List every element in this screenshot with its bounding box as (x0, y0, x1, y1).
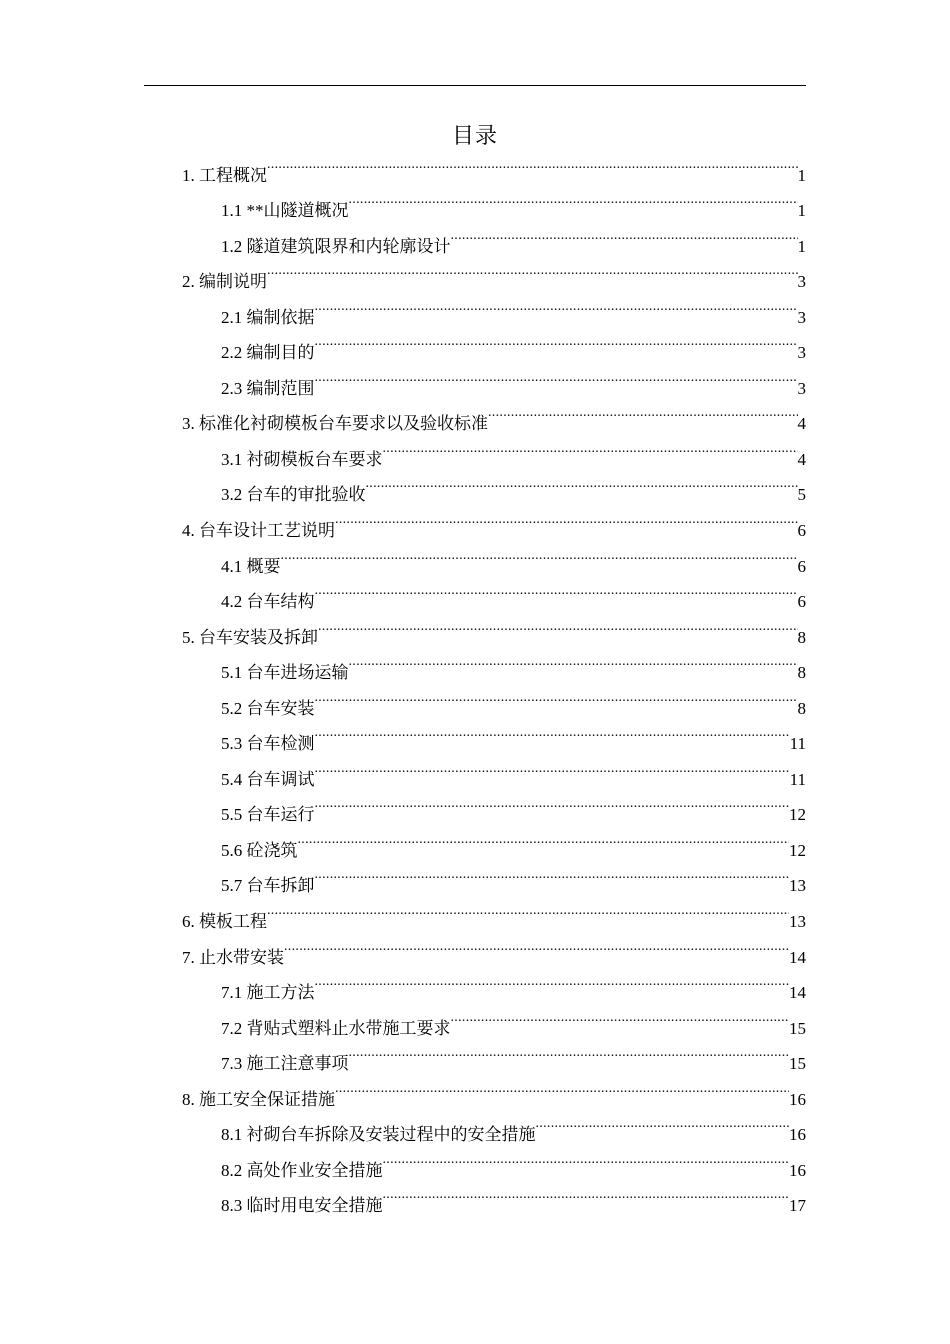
toc-dot-leader (383, 1176, 790, 1212)
toc-entry-title[interactable]: 2.1 编制依据 (221, 307, 315, 327)
toc-dot-leader (349, 643, 798, 679)
toc-page-number: 8 (797, 627, 806, 647)
toc-entry-title[interactable]: 1.2 隧道建筑限界和内轮廓设计 (221, 236, 451, 256)
toc-entry-subsection[interactable] (182, 287, 806, 327)
toc-entry-title[interactable]: 4. 台车设计工艺说明 (182, 521, 335, 541)
toc-page-number: 6 (797, 556, 806, 576)
toc-entry-title[interactable]: 8.1 衬砌台车拆除及安装过程中的安全措施 (221, 1125, 536, 1145)
toc-page-number: 8 (797, 663, 806, 683)
toc-dot-leader (349, 1034, 790, 1070)
toc-entry-title[interactable]: 5.5 台车运行 (221, 805, 315, 825)
toc-entry-section[interactable] (182, 927, 806, 967)
toc-page-number: 4 (797, 414, 806, 434)
toc-dot-leader (536, 1105, 790, 1141)
toc-dot-leader (335, 500, 798, 536)
toc-entry-title[interactable]: 7.2 背贴式塑料止水带施工要求 (221, 1018, 451, 1038)
toc-page-number: 17 (789, 1196, 806, 1216)
toc-page-number: 13 (789, 912, 806, 932)
toc-page-number: 6 (797, 521, 806, 541)
toc-entry-title[interactable]: 1.1 **山隧道概况 (221, 201, 349, 221)
toc-entry-title[interactable]: 5.3 台车检测 (221, 734, 315, 754)
toc-entry-section[interactable] (182, 891, 806, 932)
toc-dot-leader (298, 820, 790, 856)
toc-dot-leader (451, 998, 790, 1034)
toc-dot-leader (318, 607, 798, 643)
toc-entry-title[interactable]: 3. 标准化衬砌模板台车要求以及验收标准 (182, 414, 488, 434)
toc-dot-leader (335, 1069, 789, 1105)
toc-dot-leader (349, 181, 798, 217)
toc-entry-title[interactable]: 5.4 台车调试 (221, 769, 315, 789)
toc-entry-title[interactable]: 7.3 施工注意事项 (221, 1054, 349, 1074)
toc-page-number: 3 (797, 272, 806, 292)
toc-page-number: 3 (797, 343, 806, 363)
toc-page-number: 11 (789, 769, 806, 789)
toc-page-number: 16 (789, 1160, 806, 1180)
toc-page-number: 11 (789, 734, 806, 754)
toc-dot-leader (315, 358, 798, 394)
toc-dot-leader (267, 891, 789, 927)
toc-page-number: 16 (789, 1125, 806, 1145)
toc-page-number: 16 (789, 1089, 806, 1109)
toc-entry-title[interactable]: 8. 施工安全保证措施 (182, 1089, 335, 1109)
toc-title: 目录 (451, 123, 498, 148)
toc-dot-leader (315, 678, 798, 714)
toc-page-number: 5 (797, 485, 806, 505)
toc-page-number: 15 (789, 1054, 806, 1074)
toc-entry-section[interactable] (182, 252, 806, 292)
toc-dot-leader (315, 785, 790, 821)
toc-entry-title[interactable]: 5. 台车安装及拆卸 (182, 627, 318, 647)
toc-page-number: 14 (789, 983, 806, 1003)
toc-dot-leader (383, 429, 798, 465)
toc-dot-leader (451, 216, 798, 252)
toc-dot-leader (383, 1140, 790, 1176)
toc-dot-leader (366, 465, 798, 501)
toc-page-number: 3 (797, 307, 806, 327)
toc-page-number: 1 (797, 201, 806, 221)
toc-dot-leader (284, 927, 789, 963)
toc-entry-title[interactable]: 5.2 台车安装 (221, 698, 315, 718)
toc-entry-title[interactable]: 6. 模板工程 (182, 912, 267, 932)
toc-entry-section[interactable] (182, 145, 806, 185)
toc-page-number: 4 (797, 449, 806, 469)
toc-page-number: 1 (797, 236, 806, 256)
toc-page-number: 12 (789, 805, 806, 825)
toc-entry-title[interactable]: 4.2 台车结构 (221, 592, 315, 612)
toc-page-number: 12 (789, 840, 806, 860)
toc-dot-leader (315, 287, 798, 323)
toc-entry-title[interactable]: 4.1 概要 (221, 556, 281, 576)
toc-entry-title[interactable]: 3.2 台车的审批验收 (221, 485, 366, 505)
toc-entry-subsection[interactable] (182, 181, 806, 221)
toc-entry-title[interactable]: 1. 工程概况 (182, 165, 267, 185)
toc-entry-title[interactable]: 2. 编制说明 (182, 272, 267, 292)
toc-dot-leader (315, 963, 790, 999)
toc-entry-title[interactable]: 8.2 高处作业安全措施 (221, 1160, 383, 1180)
toc-dot-leader (281, 536, 798, 572)
header-rule (144, 85, 806, 86)
toc-entry-title[interactable]: 2.3 编制范围 (221, 378, 315, 398)
toc-dot-leader (315, 323, 798, 359)
toc-page-number: 3 (797, 378, 806, 398)
toc-dot-leader (267, 145, 798, 181)
toc-entry-title[interactable]: 8.3 临时用电安全措施 (221, 1196, 383, 1216)
toc-entry-title[interactable]: 7. 止水带安装 (182, 947, 284, 967)
toc-dot-leader (315, 749, 790, 785)
toc-page-number: 13 (789, 876, 806, 896)
toc-page-number: 8 (797, 698, 806, 718)
toc-entry-title[interactable]: 5.6 砼浇筑 (221, 840, 298, 860)
toc-page-number: 6 (797, 592, 806, 612)
table-of-contents (182, 145, 806, 1216)
toc-entry-title[interactable]: 2.2 编制目的 (221, 343, 315, 363)
toc-dot-leader (315, 714, 790, 750)
toc-entry-title[interactable]: 3.1 衬砌模板台车要求 (221, 449, 383, 469)
toc-page-number: 14 (789, 947, 806, 967)
toc-dot-leader (267, 252, 798, 288)
toc-page-number: 1 (797, 165, 806, 185)
toc-dot-leader (315, 572, 798, 608)
toc-entry-title[interactable]: 7.1 施工方法 (221, 983, 315, 1003)
toc-dot-leader (488, 394, 798, 430)
toc-entry-title[interactable]: 5.1 台车进场运输 (221, 663, 349, 683)
toc-dot-leader (315, 856, 790, 892)
toc-entry-title[interactable]: 5.7 台车拆卸 (221, 876, 315, 896)
toc-page-number: 15 (789, 1018, 806, 1038)
